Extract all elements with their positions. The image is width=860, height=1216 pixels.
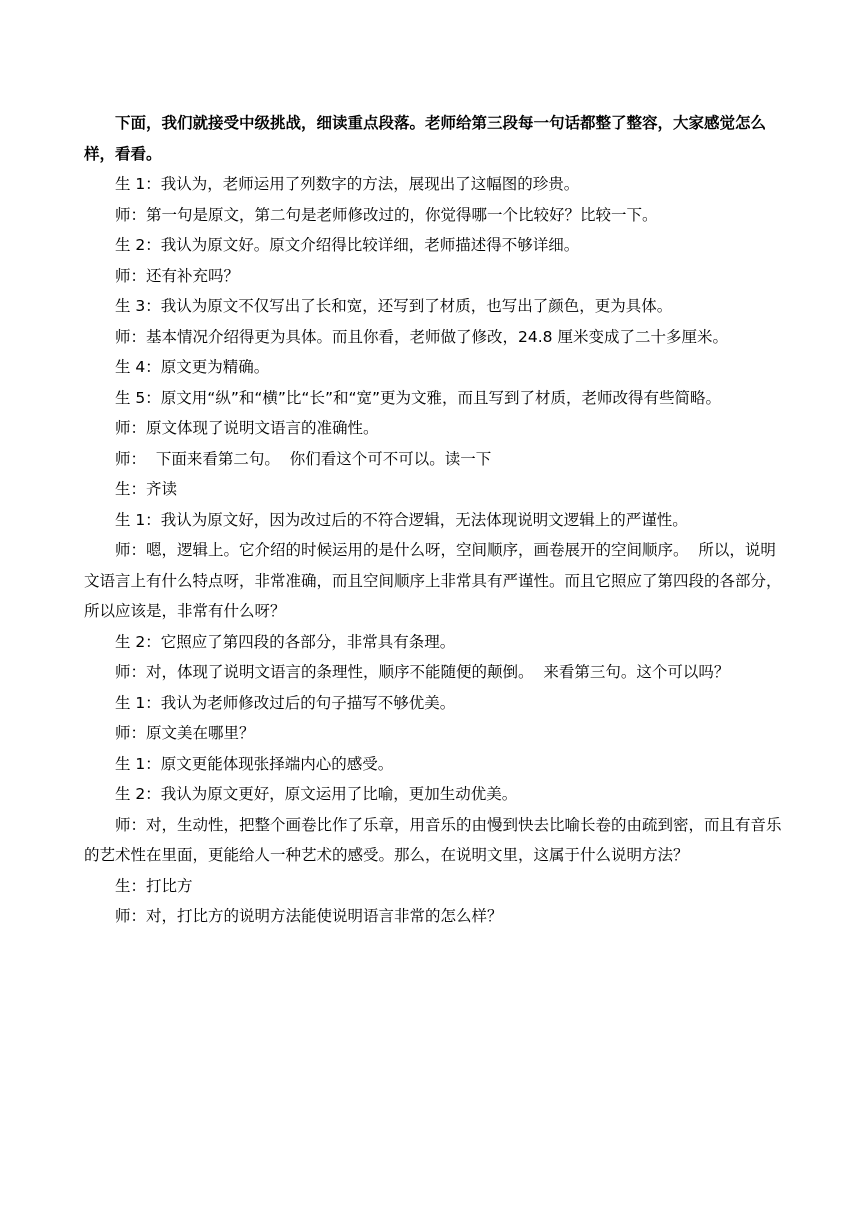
dialogue-line: 生 1：我认为，老师运用了列数字的方法，展现出了这幅图的珍贵。 — [115, 175, 580, 193]
dialogue-line: 师：原文体现了说明文语言的准确性。 — [115, 419, 379, 437]
dialogue-line: 生 3：我认为原文不仅写出了长和宽，还写到了材质，也写出了颜色，更为具体。 — [115, 297, 673, 315]
dialogue-line: 师：嗯，逻辑上。它介绍的时候运用的是什么呀，空间顺序，画卷展开的空间顺序。 所以，说明文语言上有什么特点呀，非常准确，而且空间顺序上非常具有严谨性。而且它照应了第四段的各部分，所以应该是，非常有什么呀？ — [84, 541, 782, 620]
intro-paragraph: 下面，我们就接受中级挑战，细读重点段落。老师给第三段每一句话都整了整容，大家感觉怎么样，看看。 — [84, 114, 767, 163]
dialogue-line: 师：基本情况介绍得更为具体。而且你看，老师做了修改，24.8 厘米变成了二十多厘米。 — [115, 327, 728, 346]
dialogue-line: 师： 下面来看第二句。 你们看这个可不可以。读一下 — [115, 449, 492, 468]
document-page — [84, 108, 782, 932]
dialogue-line: 师：第一句是原文，第二句是老师修改过的，你觉得哪一个比较好？比较一下。 — [115, 205, 658, 224]
dialogue-line: 生 1：我认为老师修改过后的句子描写不够优美。 — [115, 693, 456, 712]
dialogue-line: 生 4：原文更为精确。 — [115, 358, 270, 376]
dialogue-line: 师：对，体现了说明文语言的条理性，顺序不能随便的颠倒。 来看第三句。这个可以吗？ — [115, 663, 730, 681]
dialogue-line: 生：打比方 — [115, 876, 193, 895]
dialogue-line: 生 1：我认为原文好，因为改过后的不符合逻辑，无法体现说明文逻辑上的严谨性。 — [115, 510, 688, 529]
dialogue-line: 生：齐读 — [115, 480, 178, 498]
dialogue-line: 生 1：原文更能体现张择端内心的感受。 — [115, 754, 394, 773]
dialogue-line: 生 5：原文用“纵”和“横”比“长”和“宽”更为文雅，而且写到了材质，老师改得有些简略。 — [115, 388, 722, 407]
dialogue-line: 生 2：我认为原文更好，原文运用了比喻，更加生动优美。 — [115, 785, 518, 803]
dialogue-line: 生 2：它照应了第四段的各部分，非常具有条理。 — [115, 632, 456, 651]
dialogue-line: 师：还有补充吗？ — [115, 266, 240, 285]
dialogue-line: 师：对，打比方的说明方法能使说明语言非常的怎么样？ — [115, 907, 503, 925]
dialogue-line: 师：对，生动性，把整个画卷比作了乐章，用音乐的由慢到快去比喻长卷的由疏到密，而且有音乐的艺术性在里面，更能给人一种艺术的感受。那么，在说明文里，这属于什么说明方法？ — [84, 815, 782, 864]
dialogue-line: 生 2：我认为原文好。原文介绍得比较详细，老师描述得不够详细。 — [115, 236, 580, 254]
dialogue-line: 师：原文美在哪里？ — [115, 724, 255, 742]
